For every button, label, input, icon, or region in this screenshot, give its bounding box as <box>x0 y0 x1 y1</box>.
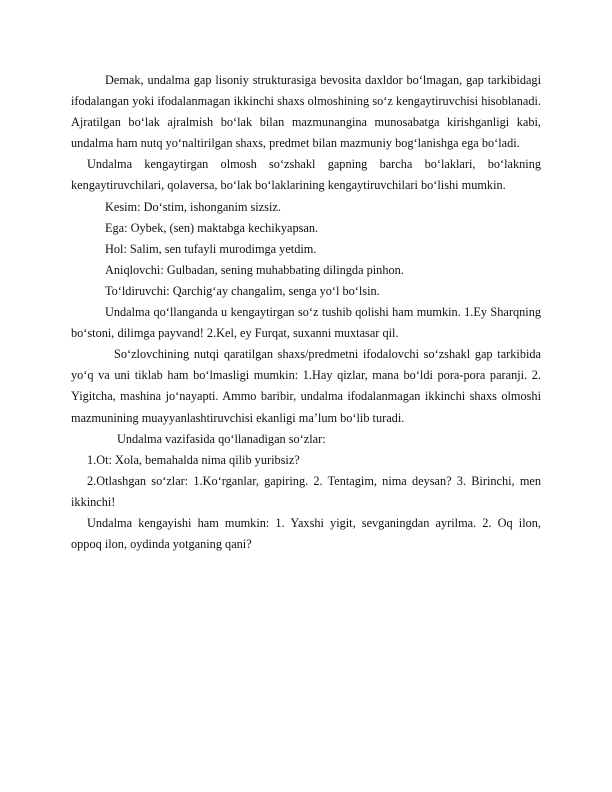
list-item-noun: 1.Ot: Xola, bemahalda nima qilib yuribsiz? <box>87 452 300 467</box>
example-aniqlovchi: Aniqlovchi: Gulbadan, sening muhabbating dilingda pinhon. <box>105 262 404 277</box>
list-item-nominalized: 2.Otlashgan so‘zlar: 1.Ko‘rganlar, gapiring. 2. Tentagim, nima deysan? 3. Birinchi, men ikkinchi! <box>71 473 541 509</box>
document-body <box>71 70 541 555</box>
paragraph-absent-addressee: So‘zlovchining nutqi qaratilgan shaxs/predmetni ifodalovchi so‘zshakl gap tarkibida yo‘q va uni tiklab ham bo‘lmasligi mumkin: 1.Hay qizlar, mana bo‘ldi pora-pora paranji. 2. Yigitcha, mashina jo‘nayapti. Ammo baribir, undalma ifodalanmagan ikkinchi shaxs olmoshi mazmunining muayyanlashtiruvchisi ekanligi ma’lum bo‘lib turadi. <box>71 347 541 425</box>
paragraph-intro: Demak, undalma gap lisoniy strukturasiga bevosita daxldor bo‘lmagan, gap tarkibidagi ifodalangan yoki ifodalanmagan ikkinchi shaxs olmoshining so‘z kengaytiruvchisi hisoblanadi. Ajratilgan bo‘lak ajralmish bo‘lak bilan mazmunangina munosabatga kirishganligi kabi, undalma ham nutq yo‘naltirilgan shaxs, predmet bilan mazmuniy bog‘lanishga ega bo‘ladi. <box>71 73 541 151</box>
paragraph-extension: Undalma kengaytirgan olmosh so‘zshakl gapning barcha bo‘laklari, bo‘lakning kengaytiruvchilari, qolaversa, bo‘lak bo‘laklarining kengaytiruvchilari bo‘lishi mumkin. <box>71 157 541 193</box>
example-kesim: Kesim: Do‘stim, ishonganim sizsiz. <box>105 199 281 214</box>
paragraph-list-heading: Undalma vazifasida qo‘llanadigan so‘zlar: <box>117 431 326 446</box>
example-ega: Ega: Oybek, (sen) maktabga kechikyapsan. <box>105 220 319 235</box>
paragraph-omission: Undalma qo‘llanganda u kengaytirgan so‘z tushib qolishi ham mumkin. 1.Ey Sharqning bo‘stoni, dilimga payvand! 2.Kel, ey Furqat, suxanni muxtasar qil. <box>71 305 541 341</box>
paragraph-expansion: Undalma kengayishi ham mumkin: 1. Yaxshi yigit, sevganingdan ayrilma. 2. Oq ilon, oppoq ilon, oydinda yotganing qani? <box>71 515 541 552</box>
example-hol: Hol: Salim, sen tufayli murodimga yetdim. <box>105 241 317 256</box>
example-toldiruvchi: To‘ldiruvchi: Qarchig‘ay changalim, senga yo‘l bo‘lsin. <box>105 283 380 298</box>
